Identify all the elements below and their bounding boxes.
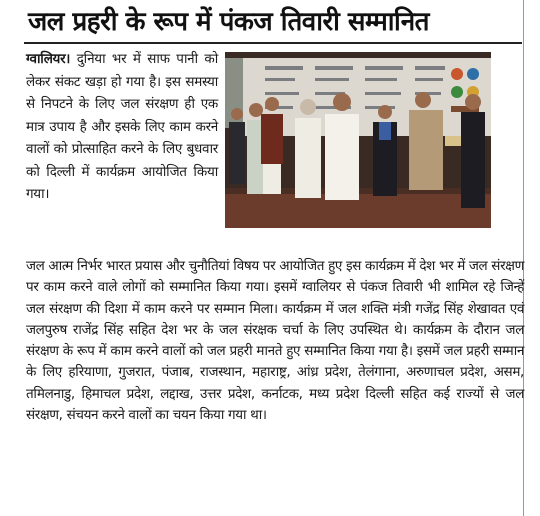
ceremony-photo-illustration [225,52,491,228]
headline-rule [24,42,522,44]
dateline: ग्वालियर। [26,51,71,67]
headline: जल प्रहरी के रूप में पंकज तिवारी सम्मानित [28,7,429,37]
intro-text: दुनिया भर में साफ पानी को लेकर संकट खड़ा हो गया है। इस समस्या से निपटने के लिए जल संरक्षण ही एक मात्र उपाय है और इसके लिए काम करने वालों को प्रोत्साहित करने के लिए बुधवार को दिल्ली में कार्यक्रम आयोजित किया गया। [26,51,218,202]
intro-paragraph [26,48,218,206]
body-paragraph: जल आत्म निर्भर भारत प्रयास और चुनौतियां विषय पर आयोजित हुए इस कार्यक्रम में देश भर में जल संरक्षण पर काम करने वाले लोगों को सम्मानित किया गया। इसमें ग्वालियर से पंकज तिवारी भी शामिल रहे जिन्हें जल संरक्षण की दिशा में काम करने पर सम्मान मिला। कार्यक्रम में जल शक्ति मंत्री गजेंद्र सिंह शेखावत एवं जलपुरुष राजेंद्र सिंह सहित देश भर के जल संरक्षक चर्चा के लिए उपस्थित थे। कार्यक्रम के दौरान जल संरक्षण के रूप में काम करने वालों को जल प्रहरी मानते हुए सम्मानित किया गया है। इसमें जल प्रहरी सम्मान के लिए हरियाणा, गुजरात, पंजाब, राजस्थान, महाराष्ट्र, आंध्र प्रदेश, तेलंगाना, अरुणाचल प्रदेश, असम, तमिलनाडु, हिमाचल प्रदेश, लद्दाख, उत्तर प्रदेश, कर्नाटक, मध्य प्रदेश दिल्ली सहित कई राज्यों से जल संरक्षण, संचयन करने वालों का चयन किया गया था। [26,258,524,424]
award-ceremony-photo [225,52,491,228]
award-plaque [445,136,461,146]
